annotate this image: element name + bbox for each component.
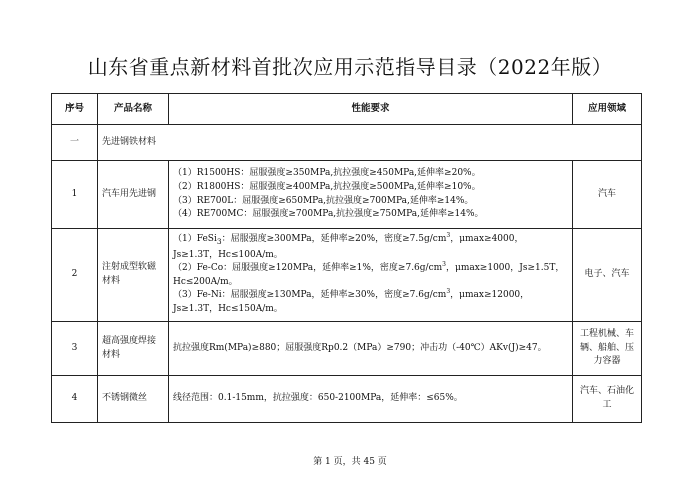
page-footer: 第 1 页，共 45 页 [313, 457, 387, 467]
spec-line: （3）Fe-Ni：屈服强度≥130MPa，延伸率≥30%，密度$\ge 7.6g/cm^3$，μmax≥12000，Js≥1.3T，Hc≤150A/m。 [173, 288, 530, 315]
table-row [52, 376, 642, 423]
spec-line: 抗拉强度Rm(MPa)≥880；屈服强度Rp0.2（MPa）≥790；冲击功（-40℃）AKv(J)≥47。 [173, 342, 547, 353]
row-no: 3 [52, 322, 98, 376]
section-no: 一 [52, 125, 98, 161]
header-no: 序号 [52, 94, 98, 125]
row-name: 不锈钢微丝 [98, 376, 169, 423]
header-app: 应用领域 [573, 94, 642, 125]
row-name: 超高强度焊接材料 [98, 322, 169, 376]
row-specs [169, 229, 573, 322]
header-name: 产品名称 [98, 94, 169, 125]
spec-line: 线径范围：0.1-15mm，抗拉强度：650-2100MPa，延伸率：≤65%。 [173, 393, 463, 404]
row-specs [169, 322, 573, 376]
spec-line: （2）Fe-Co：屈服强度≥120MPa，延伸率≥1%，密度$\ge 7.6g/cm^3$，μmax≥1000，Js≥1.5T，Hc≤200A/m。 [173, 261, 565, 287]
spec-line: （1）R1500HS：屈服强度≥350MPa,抗拉强度≥450MPa,延伸率≥20%。 [173, 168, 481, 179]
header-spec: 性能要求 [169, 94, 573, 125]
row-app: 工程机械、车辆、船舶、压力容器 [573, 322, 642, 376]
spec-line: （4）RE700MC：屈服强度≥700MPa,抗拉强度≥750MPa,延伸率≥14%。 [173, 209, 484, 220]
row-no: 4 [52, 376, 98, 423]
row-app: 汽车、石油化工 [573, 376, 642, 423]
spec-line: （3）RE700L：屈服强度≥650MPa,抗拉强度≥700MPa,延伸率≥14%。 [173, 195, 474, 206]
section-name: 先进钢铁材料 [98, 125, 642, 161]
row-name: 汽车用先进钢 [98, 161, 169, 229]
spec-line: （2）R1800HS：屈服强度≥400MPa,抗拉强度≥500MPa,延伸率≥10%。 [173, 181, 481, 192]
row-specs [169, 161, 573, 229]
row-specs [169, 376, 573, 423]
page-title: 山东省重点新材料首批次应用示范指导目录（2022年版） [87, 55, 613, 79]
table-header-row [52, 94, 642, 125]
table-row [52, 322, 642, 376]
section-row [52, 125, 642, 161]
row-app: 电子、汽车 [573, 229, 642, 322]
table-row [52, 161, 642, 229]
row-app: 汽车 [573, 161, 642, 229]
table-row [52, 229, 642, 322]
spec-line: （1）FeSi$_3$：屈服强度≥300MPa，延伸率≥20%，密度$\ge 7.5g/cm^3$，μmax≥4000，Js≥1.3T，Hc≤100A/m。 [173, 232, 524, 260]
catalog-table [51, 93, 642, 423]
row-name: 注射成型软磁材料 [98, 229, 169, 322]
row-no: 1 [52, 161, 98, 229]
row-no: 2 [52, 229, 98, 322]
